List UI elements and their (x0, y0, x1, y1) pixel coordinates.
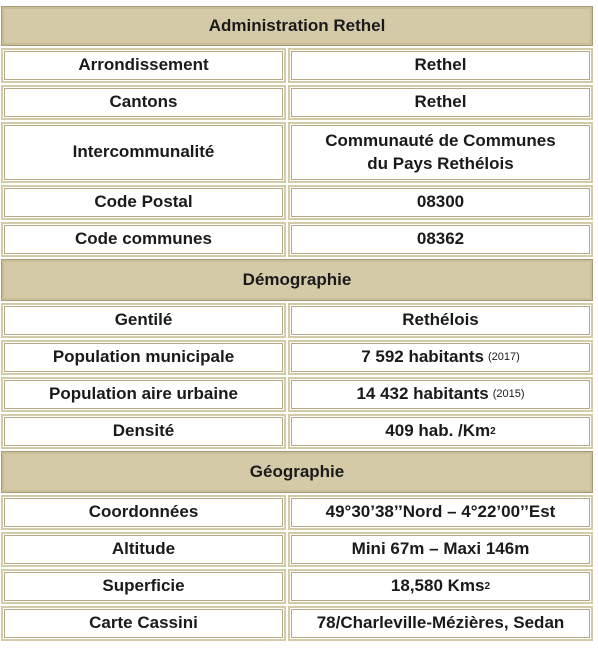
row-label: Superficie (1, 569, 286, 604)
year-note: (2017) (488, 351, 520, 364)
row-value (288, 340, 593, 375)
info-table (1, 6, 593, 643)
row-label: Arrondissement (1, 48, 286, 83)
row-value: 08300 (288, 185, 593, 220)
row-value: Rethélois (288, 303, 593, 338)
row-label: Code communes (1, 222, 286, 257)
row-label: Population aire urbaine (1, 377, 286, 412)
table-row-densite (1, 414, 593, 449)
value-text: 409 hab. /Km (385, 421, 491, 441)
value-text: 18,580 Kms (390, 576, 485, 596)
row-label: Cantons (1, 85, 286, 120)
value-text: 7 592 habitants (361, 347, 485, 367)
table-row-altitude (1, 532, 593, 567)
row-label: Densité (1, 414, 286, 449)
table-row-superficie (1, 569, 593, 604)
year-note: (2015) (492, 388, 525, 401)
row-value-line1: Communauté de Communes (325, 130, 556, 150)
table-row-code-postal (1, 185, 593, 220)
row-value (288, 414, 593, 449)
table-row-code-communes (1, 222, 593, 257)
section-title: Démographie (242, 270, 352, 289)
table-row-cantons (1, 85, 593, 120)
row-value (288, 377, 593, 412)
row-label: Population municipale (1, 340, 286, 375)
row-value: 78/Charleville-Mézières, Sedan (288, 606, 593, 641)
superscript: 2 (484, 580, 491, 592)
row-value (288, 569, 593, 604)
row-label: Altitude (1, 532, 286, 567)
superscript: 2 (490, 425, 496, 437)
table-row-coordonnees (1, 495, 593, 530)
section-header-administration (1, 6, 593, 46)
table-row-population-aire-urbaine (1, 377, 593, 412)
table-row-carte-cassini (1, 606, 593, 641)
row-label: Gentilé (1, 303, 286, 338)
row-value-line2: du Pays Rethélois (367, 153, 514, 173)
row-value: 49°30’38’’Nord – 4°22’00’’Est (288, 495, 593, 530)
row-label: Code Postal (1, 185, 286, 220)
section-header-geographie (1, 451, 593, 493)
table-row-gentile (1, 303, 593, 338)
section-header-demographie (1, 259, 593, 301)
section-title: Administration Rethel (208, 16, 386, 35)
row-label: Carte Cassini (1, 606, 286, 641)
row-value: 08362 (288, 222, 593, 257)
table-row-population-municipale (1, 340, 593, 375)
row-value: Rethel (288, 48, 593, 83)
value-text: 14 432 habitants (356, 384, 489, 404)
row-label: Intercommunalité (1, 122, 286, 183)
table-row-arrondissement (1, 48, 593, 83)
row-label: Coordonnées (1, 495, 286, 530)
table-row-intercommunalite (1, 122, 593, 183)
section-title: Géographie (249, 462, 345, 481)
row-value: Rethel (288, 85, 593, 120)
row-value (288, 122, 593, 183)
row-value: Mini 67m – Maxi 146m (288, 532, 593, 567)
